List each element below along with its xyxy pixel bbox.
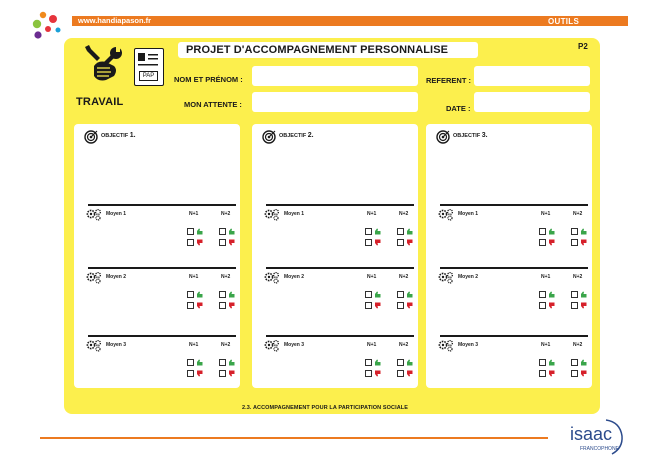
gears-icon bbox=[86, 271, 102, 284]
divider-rule bbox=[88, 204, 236, 206]
gears-icon bbox=[438, 271, 454, 284]
gears-icon bbox=[438, 208, 454, 221]
thumbs-up-checkbox-n1[interactable] bbox=[365, 228, 381, 235]
year-n1-header: N+1 bbox=[189, 211, 199, 217]
gears-icon bbox=[264, 271, 280, 284]
divider-rule bbox=[440, 204, 588, 206]
thumbs-up-checkbox-n2[interactable] bbox=[397, 291, 413, 298]
footer-rule bbox=[40, 437, 548, 439]
year-n1-header: N+1 bbox=[541, 211, 551, 217]
referent-label: REFERENT : bbox=[426, 76, 471, 85]
year-n2-header: N+2 bbox=[399, 211, 409, 217]
thumbs-up-checkbox-n1[interactable] bbox=[365, 359, 381, 366]
objective-card-2 bbox=[252, 124, 418, 388]
isaac-logo-text: isaac bbox=[570, 424, 613, 444]
thumbs-down-checkbox-n2[interactable] bbox=[219, 370, 235, 377]
brand-logo-dots bbox=[30, 10, 68, 40]
gears-icon bbox=[86, 339, 102, 352]
year-n1-header: N+1 bbox=[367, 342, 377, 348]
domain-label: TRAVAIL bbox=[76, 96, 124, 108]
thumbs-up-checkbox-n2[interactable] bbox=[397, 359, 413, 366]
expectation-label: MON ATTENTE : bbox=[184, 100, 242, 109]
id-card-lines-icon bbox=[135, 49, 162, 69]
thumbs-down-checkbox-n2[interactable] bbox=[397, 302, 413, 309]
means-label: Moyen 1 bbox=[458, 211, 479, 217]
objective-number: 2. bbox=[307, 132, 314, 139]
divider-rule bbox=[88, 335, 236, 337]
date-label: DATE : bbox=[446, 104, 471, 113]
divider-rule bbox=[266, 335, 414, 337]
gears-icon bbox=[86, 208, 102, 221]
gears-icon bbox=[264, 208, 280, 221]
thumbs-up-checkbox-n1[interactable] bbox=[365, 291, 381, 298]
objective-card-1 bbox=[74, 124, 240, 388]
objective-label-text: OBJECTIF bbox=[453, 133, 482, 139]
page-number: P2 bbox=[578, 42, 588, 51]
thumbs-down-checkbox-n2[interactable] bbox=[219, 302, 235, 309]
thumbs-up-checkbox-n1[interactable] bbox=[187, 291, 203, 298]
name-field[interactable] bbox=[252, 66, 418, 86]
name-label: NOM ET PRÉNOM : bbox=[174, 75, 243, 84]
thumbs-down-checkbox-n1[interactable] bbox=[187, 302, 203, 309]
objective-label bbox=[453, 132, 488, 139]
thumbs-down-checkbox-n2[interactable] bbox=[571, 370, 587, 377]
isaac-francophone-logo bbox=[568, 414, 630, 456]
year-n2-header: N+2 bbox=[221, 211, 231, 217]
thumbs-down-checkbox-n2[interactable] bbox=[219, 239, 235, 246]
target-icon bbox=[84, 130, 98, 144]
thumbs-up-checkbox-n1[interactable] bbox=[539, 228, 555, 235]
thumbs-up-checkbox-n2[interactable] bbox=[397, 228, 413, 235]
objective-label bbox=[101, 132, 136, 139]
thumbs-down-checkbox-n1[interactable] bbox=[365, 239, 381, 246]
thumbs-up-checkbox-n1[interactable] bbox=[187, 359, 203, 366]
objective-card-3 bbox=[426, 124, 592, 388]
divider-rule bbox=[266, 204, 414, 206]
thumbs-down-checkbox-n2[interactable] bbox=[397, 239, 413, 246]
gears-icon bbox=[438, 339, 454, 352]
form-title: PROJET D'ACCOMPAGNEMENT PERSONNALISE bbox=[178, 42, 478, 58]
divider-rule bbox=[266, 267, 414, 269]
thumbs-down-checkbox-n1[interactable] bbox=[539, 302, 555, 309]
thumbs-down-checkbox-n2[interactable] bbox=[397, 370, 413, 377]
year-n2-header: N+2 bbox=[573, 274, 583, 280]
target-icon bbox=[262, 130, 276, 144]
year-n1-header: N+1 bbox=[541, 274, 551, 280]
divider-rule bbox=[440, 335, 588, 337]
pap-badge-label: PAP bbox=[139, 71, 158, 81]
objective-number: 1. bbox=[129, 132, 136, 139]
year-n1-header: N+1 bbox=[189, 342, 199, 348]
thumbs-up-checkbox-n1[interactable] bbox=[539, 359, 555, 366]
year-n2-header: N+2 bbox=[573, 342, 583, 348]
site-url[interactable]: www.handiapason.fr bbox=[78, 16, 152, 25]
means-label: Moyen 1 bbox=[106, 211, 127, 217]
thumbs-up-checkbox-n1[interactable] bbox=[539, 291, 555, 298]
thumbs-down-checkbox-n1[interactable] bbox=[365, 302, 381, 309]
objective-label-text: OBJECTIF bbox=[101, 133, 130, 139]
date-field[interactable] bbox=[474, 92, 590, 112]
thumbs-up-checkbox-n2[interactable] bbox=[571, 228, 587, 235]
means-label: Moyen 2 bbox=[458, 274, 479, 280]
year-n1-header: N+1 bbox=[367, 274, 377, 280]
thumbs-down-checkbox-n1[interactable] bbox=[539, 370, 555, 377]
year-n2-header: N+2 bbox=[573, 211, 583, 217]
objective-label bbox=[279, 132, 314, 139]
footer-section-note: 2.3. ACCOMPAGNEMENT POUR LA PARTICIPATION SOCIALE bbox=[241, 405, 409, 411]
thumbs-down-checkbox-n2[interactable] bbox=[571, 239, 587, 246]
objective-number: 3. bbox=[481, 132, 488, 139]
thumbs-up-checkbox-n2[interactable] bbox=[219, 359, 235, 366]
thumbs-up-checkbox-n1[interactable] bbox=[187, 228, 203, 235]
thumbs-up-checkbox-n2[interactable] bbox=[571, 359, 587, 366]
thumbs-up-checkbox-n2[interactable] bbox=[571, 291, 587, 298]
means-label: Moyen 3 bbox=[458, 342, 479, 348]
year-n2-header: N+2 bbox=[399, 274, 409, 280]
means-label: Moyen 3 bbox=[106, 342, 127, 348]
thumbs-up-checkbox-n2[interactable] bbox=[219, 291, 235, 298]
year-n2-header: N+2 bbox=[221, 274, 231, 280]
year-n1-header: N+1 bbox=[367, 211, 377, 217]
thumbs-down-checkbox-n1[interactable] bbox=[365, 370, 381, 377]
section-label: OUTILS bbox=[548, 17, 580, 26]
wrench-hand-icon bbox=[84, 44, 126, 86]
year-n1-header: N+1 bbox=[189, 274, 199, 280]
header-bar bbox=[72, 16, 628, 26]
divider-rule bbox=[440, 267, 588, 269]
expectation-field[interactable] bbox=[252, 92, 418, 112]
target-icon bbox=[436, 130, 450, 144]
gears-icon bbox=[264, 339, 280, 352]
pap-card-icon bbox=[134, 48, 164, 86]
means-label: Moyen 2 bbox=[106, 274, 127, 280]
thumbs-down-checkbox-n1[interactable] bbox=[187, 370, 203, 377]
isaac-logo-subtitle: FRANCOPHONE bbox=[580, 446, 619, 452]
year-n2-header: N+2 bbox=[221, 342, 231, 348]
means-label: Moyen 1 bbox=[284, 211, 305, 217]
year-n1-header: N+1 bbox=[541, 342, 551, 348]
means-label: Moyen 3 bbox=[284, 342, 305, 348]
referent-field[interactable] bbox=[474, 66, 590, 86]
objective-label-text: OBJECTIF bbox=[279, 133, 308, 139]
thumbs-up-checkbox-n2[interactable] bbox=[219, 228, 235, 235]
thumbs-down-checkbox-n1[interactable] bbox=[187, 239, 203, 246]
thumbs-down-checkbox-n2[interactable] bbox=[571, 302, 587, 309]
thumbs-down-checkbox-n1[interactable] bbox=[539, 239, 555, 246]
year-n2-header: N+2 bbox=[399, 342, 409, 348]
divider-rule bbox=[88, 267, 236, 269]
means-label: Moyen 2 bbox=[284, 274, 305, 280]
